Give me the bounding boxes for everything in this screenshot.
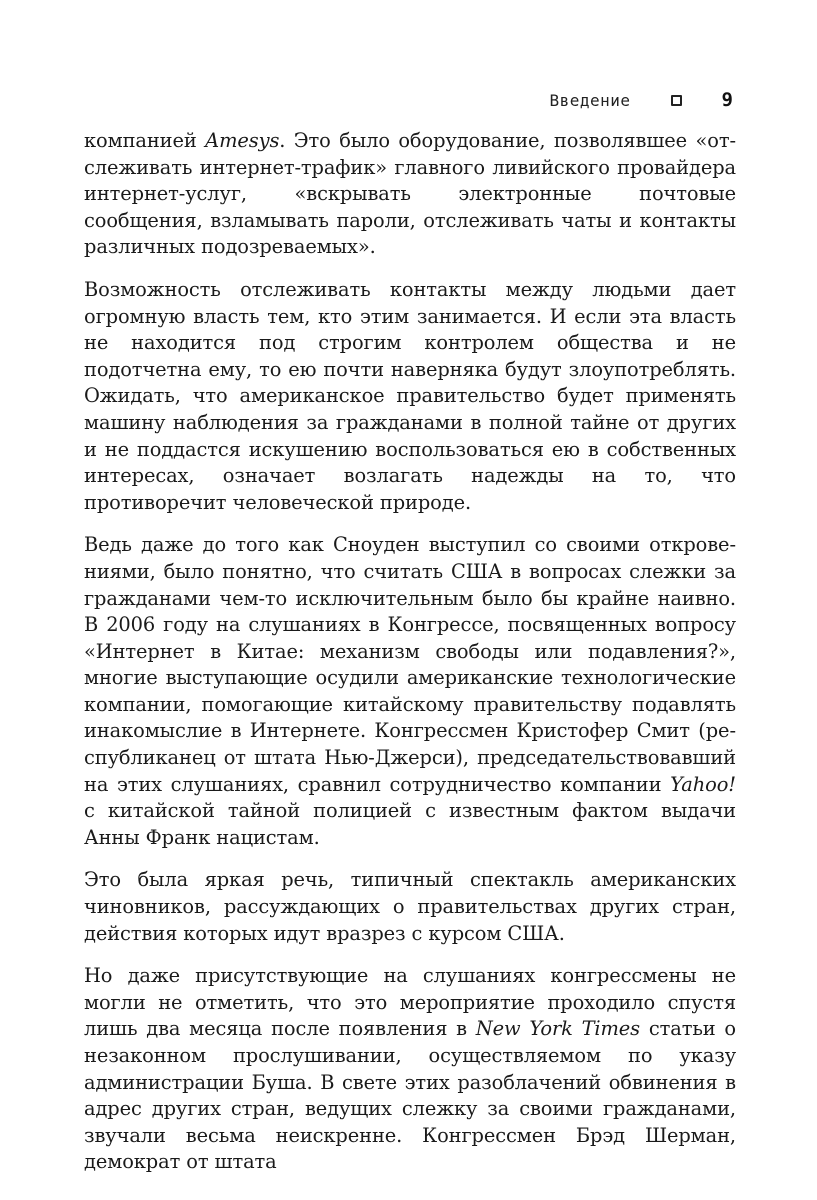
text-segment: с китайской тайной полицией с известным фактом выдачи Анны Франк нацистам. <box>84 799 736 849</box>
body-text <box>84 128 736 1192</box>
company-name: Yahoo! <box>670 772 736 796</box>
text-segment: Но даже присутствующие на слушаниях конгрессмены не могли не отметить, что это мероприятие проходило спустя лишь два месяца после появления в <box>84 964 736 1041</box>
square-bullet-icon <box>671 95 682 106</box>
paragraph <box>84 532 736 851</box>
text-segment: Ведь даже до того как Сноуден выступил со своими откровениями, было понятно, что считать США в вопросах слежки за гражданами чем-то исключительным было бы крайне наивно. В 2006 году на слушаниях в Конгрессе, посвященных вопросу «Интернет в Китае: механизм свободы или подавления?», многие выступающие осудили американские технологические компании, помогающие китайскому правительству подавлять инакомыслие в Интернете. Конгрессмен Кристофер Смит (республиканец от штата Нью-Джерси), председательствовавший на этих слушаниях, сравнил сотрудничество компании <box>84 533 736 796</box>
paragraph <box>84 963 736 1176</box>
text-segment: Это была яркая речь, типичный спектакль американских чиновников, рассуждающих о правительствах других стран, действия которых идут вразрез с курсом США. <box>84 868 736 945</box>
chapter-title: Введение <box>549 90 631 110</box>
text-segment: статьи о незаконном прослушивании, осуществляемом по указу администрации Буша. В свете этих разоблачений обвинения в адрес других стран, ведущих слежку за своими гражданами, звучали весьма неискренне. Конгрессмен Брэд Шерман, демократ от штата <box>84 1017 736 1174</box>
publication-name: New York Times <box>475 1017 641 1041</box>
paragraph <box>84 277 736 516</box>
text-segment: компанией <box>84 129 206 152</box>
page-number: 9 <box>721 89 733 111</box>
company-name: Amesys <box>205 129 280 152</box>
text-segment: Возможность отслеживать контакты между людьми дает огромную власть тем, кто этим занимается. И если эта власть не находится под строгим контролем общества и не подотчетна ему, то ею почти наверняка будут злоупотреблять. Ожидать, что американское правительство будет применять машину наблюдения за гражданами в полной тайне от других и не поддастся искушению воспользоваться ею в собственных интересах, означает возлагать надежды на то, что противоречит человеческой природе. <box>84 277 736 514</box>
paragraph <box>84 867 736 947</box>
paragraph <box>84 128 736 261</box>
running-header <box>549 88 733 112</box>
text-segment: . Это было оборудование, позволявшее «отслеживать интернет-трафик» главного ливийского провайдера интернет-услуг, «вскрывать электронные почтовые сообщения, взламывать пароли, отслеживать чаты и контакты различных подозреваемых». <box>84 129 737 259</box>
